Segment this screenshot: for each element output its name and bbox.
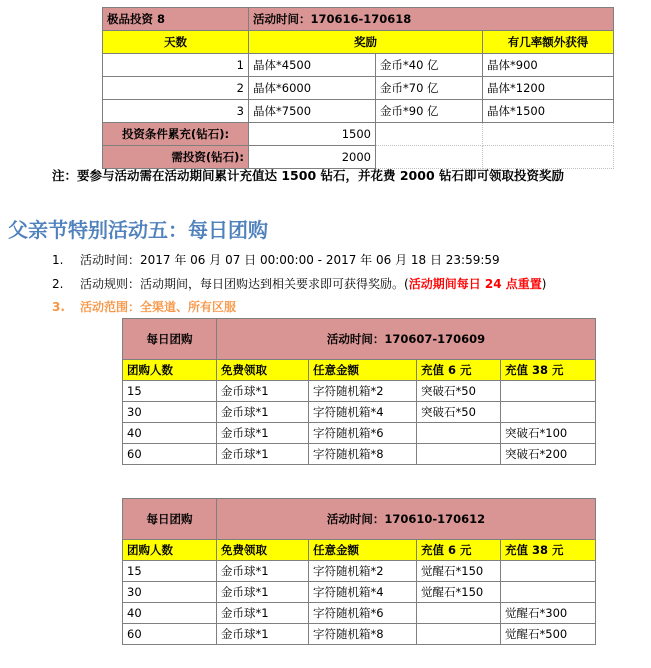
- cell: 40: [123, 423, 217, 444]
- cell: 金币球*1: [217, 423, 309, 444]
- cell: [501, 582, 596, 603]
- table-row: [123, 561, 596, 582]
- day-cell: 1: [103, 54, 249, 77]
- reward-cell: 晶体*7500: [249, 100, 376, 123]
- group-col-header-row: [123, 360, 596, 381]
- group-col-header-row: [123, 540, 596, 561]
- condition-row: [103, 123, 614, 146]
- section-title: 父亲节特别活动五：每日团购: [8, 218, 268, 242]
- list-number: 3.: [52, 300, 65, 314]
- col-reward: 奖励: [249, 31, 483, 54]
- cell: 字符随机箱*2: [309, 561, 417, 582]
- cell: 觉醒石*500: [501, 624, 596, 645]
- list-text: 活动规则：活动期间，每日团购达到相关要求即可获得奖励。(: [80, 277, 409, 291]
- cell: [501, 381, 596, 402]
- invest-title: 极品投资 8: [103, 8, 249, 31]
- extra-cell: 晶体*900: [483, 54, 614, 77]
- cell: 字符随机箱*4: [309, 402, 417, 423]
- col-any: 任意金额: [309, 540, 417, 561]
- empty-cell: [483, 123, 614, 146]
- col-free: 免费领取: [217, 360, 309, 381]
- cell: 突破石*50: [417, 402, 501, 423]
- need-label: 需投资(钻石):: [103, 146, 249, 169]
- cell: 金币球*1: [217, 381, 309, 402]
- cell: 15: [123, 381, 217, 402]
- need-value: 2000: [249, 146, 376, 169]
- invest-table: [102, 7, 614, 169]
- cell: 字符随机箱*4: [309, 582, 417, 603]
- cell: 突破石*50: [417, 381, 501, 402]
- list-number: 1.: [52, 253, 64, 267]
- cell: [417, 444, 501, 465]
- cell: 15: [123, 561, 217, 582]
- list-number: 2.: [52, 277, 64, 291]
- list-item: [52, 251, 500, 268]
- cell: 金币球*1: [217, 561, 309, 582]
- day-cell: 2: [103, 77, 249, 100]
- reward-cell: 晶体*4500: [249, 54, 376, 77]
- group-period: 活动时间：170607-170609: [217, 319, 596, 360]
- cell: 字符随机箱*8: [309, 624, 417, 645]
- group-table-2: [122, 498, 596, 645]
- list-text: 活动范围：全渠道、所有区服: [80, 300, 237, 314]
- cell: [417, 423, 501, 444]
- group-table-1: [122, 318, 596, 465]
- cond-label: 投资条件累充(钻石):: [103, 123, 249, 146]
- cell: [501, 402, 596, 423]
- cell: 字符随机箱*8: [309, 444, 417, 465]
- col-days: 天数: [103, 31, 249, 54]
- cell: 60: [123, 624, 217, 645]
- cell: 金币球*1: [217, 603, 309, 624]
- cell: 突破石*100: [501, 423, 596, 444]
- cell: 30: [123, 402, 217, 423]
- cell: 金币球*1: [217, 444, 309, 465]
- cell: [417, 624, 501, 645]
- cond-value: 1500: [249, 123, 376, 146]
- table-row: [123, 582, 596, 603]
- cell: 金币球*1: [217, 624, 309, 645]
- invest-header-row: [103, 8, 614, 31]
- list-item: [52, 298, 236, 315]
- col-chance: 有几率额外获得: [483, 31, 614, 54]
- extra-cell: 晶体*1500: [483, 100, 614, 123]
- table-row: [123, 402, 596, 423]
- cell: 40: [123, 603, 217, 624]
- table-row: [123, 381, 596, 402]
- col-38: 充值 38 元: [501, 540, 596, 561]
- col-38: 充值 38 元: [501, 360, 596, 381]
- table-row: [103, 77, 614, 100]
- list-text-tail: ): [541, 277, 547, 291]
- col-6: 充值 6 元: [417, 540, 501, 561]
- cell: 60: [123, 444, 217, 465]
- extra-cell: 晶体*1200: [483, 77, 614, 100]
- table-row: [103, 100, 614, 123]
- group-header-row: [123, 499, 596, 540]
- day-cell: 3: [103, 100, 249, 123]
- table-row: [123, 444, 596, 465]
- reward-cell: 金币*40 亿: [376, 54, 483, 77]
- cell: [417, 603, 501, 624]
- group-name: 每日团购: [123, 499, 217, 540]
- cell: 突破石*200: [501, 444, 596, 465]
- col-free: 免费领取: [217, 540, 309, 561]
- cell: 30: [123, 582, 217, 603]
- cell: 字符随机箱*6: [309, 423, 417, 444]
- cell: [501, 561, 596, 582]
- cell: 觉醒石*300: [501, 603, 596, 624]
- reward-cell: 晶体*6000: [249, 77, 376, 100]
- cell: 金币球*1: [217, 402, 309, 423]
- invest-col-header-row: [103, 31, 614, 54]
- reward-cell: 金币*70 亿: [376, 77, 483, 100]
- col-any: 任意金额: [309, 360, 417, 381]
- cell: 字符随机箱*6: [309, 603, 417, 624]
- invest-period: 活动时间：170616-170618: [249, 8, 614, 31]
- col-people: 团购人数: [123, 360, 217, 381]
- col-6: 充值 6 元: [417, 360, 501, 381]
- cell: 觉醒石*150: [417, 561, 501, 582]
- cell: 金币球*1: [217, 582, 309, 603]
- list-text: 活动时间：2017 年 06 月 07 日 00:00:00 - 2017 年 06 月 18 日 23:59:59: [80, 253, 500, 267]
- group-period: 活动时间：170610-170612: [217, 499, 596, 540]
- table-row: [123, 624, 596, 645]
- col-people: 团购人数: [123, 540, 217, 561]
- reward-cell: 金币*90 亿: [376, 100, 483, 123]
- cell: 觉醒石*150: [417, 582, 501, 603]
- list-item: [52, 275, 546, 292]
- group-header-row: [123, 319, 596, 360]
- cell: 字符随机箱*2: [309, 381, 417, 402]
- group-name: 每日团购: [123, 319, 217, 360]
- reset-highlight: 活动期间每日 24 点重置: [408, 277, 542, 291]
- table-row: [123, 603, 596, 624]
- empty-cell: [376, 123, 483, 146]
- table-row: [103, 54, 614, 77]
- invest-note: 注：要参与活动需在活动期间累计充值达 1500 钻石，并花费 2000 钻石即可领取投资奖励: [52, 168, 564, 183]
- table-row: [123, 423, 596, 444]
